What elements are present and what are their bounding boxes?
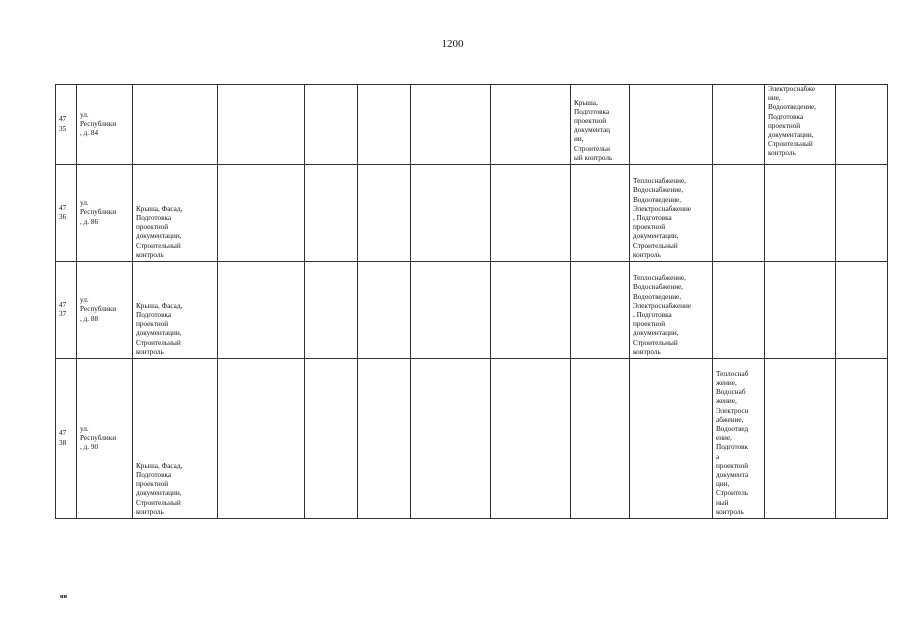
- table-cell: [630, 359, 713, 519]
- table-row: [56, 85, 888, 165]
- table-cell: Теплоснабжение, Водоснабжение, Водоотведение, Электроснабжение , Подготовка проектной документации, Строительный контроль: [630, 262, 713, 359]
- table-cell: [571, 262, 630, 359]
- table-cell: Теплоснаб жение, Водоснаб жение, Электросн абжение, Водоотвед ение, Подготовк а проектной документа ции, Строитель ный контроль: [713, 359, 765, 519]
- repair-schedule-table: [55, 84, 888, 519]
- table-cell: [218, 262, 305, 359]
- address-cell: ул. Республики , д. 90: [77, 359, 133, 519]
- table-cell: [218, 165, 305, 262]
- table-cell: Крыша, Подготовка проектной документац ии, Строительн ый контроль: [571, 85, 630, 165]
- table-cell: [765, 165, 836, 262]
- table-cell: [358, 85, 411, 165]
- table-cell: [713, 85, 765, 165]
- address-cell: ул. Республики , д. 86: [77, 165, 133, 262]
- table-cell: [305, 359, 358, 519]
- table-cell: [411, 165, 491, 262]
- work-types-cell: Крыша, Фасад, Подготовка проектной документации, Строительный контроль: [133, 359, 218, 519]
- address-cell: ул. Республики , д. 88: [77, 262, 133, 359]
- table-cell: Теплоснабжение, Водоснабжение, Водоотведение, Электроснабжение , Подготовка проектной документации, Строительный контроль: [630, 165, 713, 262]
- work-types-cell: Крыша, Фасад, Подготовка проектной документации, Строительный контроль: [133, 262, 218, 359]
- row-number: 47 36: [56, 165, 77, 262]
- table-cell: [358, 262, 411, 359]
- table-row: [56, 262, 888, 359]
- page-number: 1200: [441, 38, 464, 50]
- table-row: [56, 359, 888, 519]
- table-cell: [571, 359, 630, 519]
- footer-mark: ии: [60, 594, 67, 600]
- table-cell: [765, 262, 836, 359]
- table-cell: [571, 165, 630, 262]
- work-types-cell: Крыша, Фасад, Подготовка проектной документации, Строительный контроль: [133, 165, 218, 262]
- table-cell: [218, 359, 305, 519]
- table-cell: [491, 85, 571, 165]
- table-cell: [630, 85, 713, 165]
- table-cell: [491, 359, 571, 519]
- work-types-cell: [133, 85, 218, 165]
- table-cell: [836, 165, 888, 262]
- table-cell: [358, 165, 411, 262]
- table-cell: [305, 165, 358, 262]
- table-cell: [411, 359, 491, 519]
- table-cell: [491, 262, 571, 359]
- table-cell: [836, 262, 888, 359]
- row-number: 47 37: [56, 262, 77, 359]
- row-number: 47 38: [56, 359, 77, 519]
- table-cell: [305, 85, 358, 165]
- address-cell: ул. Республики , д. 84: [77, 85, 133, 165]
- table-cell: [411, 85, 491, 165]
- table-cell: [836, 359, 888, 519]
- table-cell: [305, 262, 358, 359]
- table-row: [56, 165, 888, 262]
- table-cell: [765, 359, 836, 519]
- table-cell: [411, 262, 491, 359]
- table-cell: Электроснабже ние, Водоотведение, Подготовка проектной документации, Строительный контроль: [765, 85, 836, 165]
- table-cell: [836, 85, 888, 165]
- row-number: 47 35: [56, 85, 77, 165]
- table-cell: [713, 165, 765, 262]
- table-cell: [491, 165, 571, 262]
- table-cell: [218, 85, 305, 165]
- table-cell: [713, 262, 765, 359]
- table-cell: [358, 359, 411, 519]
